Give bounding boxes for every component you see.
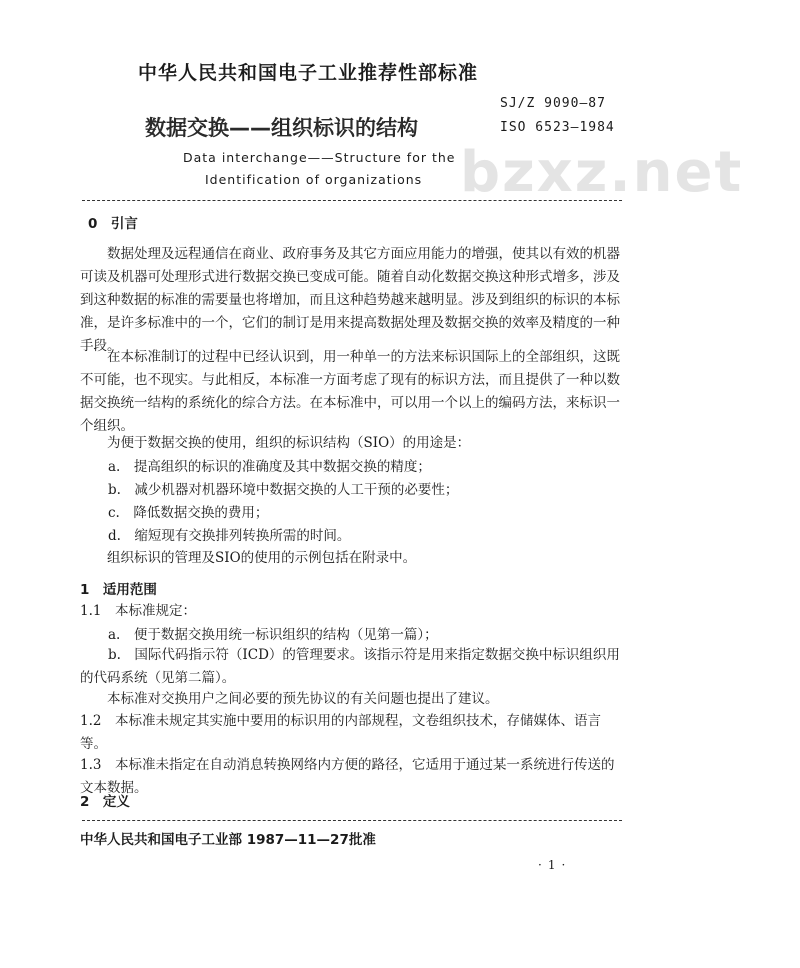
intro-paragraph-2: 在本标准制订的过程中已经认识到，用一种单一的方法来标识国际上的全部组织，这既不可能，也不现实。与此相反，本标准一方面考虑了现有的标识方法，而且提供了一种以数据交换统一结构的系统化的综合方法。在本标准中，可以用一个以上的编码方法，来标识一个组织。 bbox=[80, 349, 620, 434]
page-number: ·1· bbox=[538, 858, 572, 872]
list-item: a. 提高组织的标识的准确度及其中数据交换的精度； bbox=[108, 459, 431, 475]
bottom-divider bbox=[82, 820, 622, 821]
standard-header: 中华人民共和国电子工业推荐性部标准 bbox=[138, 62, 479, 84]
section-0-heading: 0 引言 bbox=[88, 216, 138, 232]
standard-code-sj: SJ/Z 9090—87 bbox=[500, 96, 606, 111]
top-divider bbox=[82, 200, 622, 201]
intro-paragraph-3: 为便于数据交换的使用，组织的标识结构（SIO）的用途是： bbox=[107, 435, 471, 451]
english-title-line1: Data interchange——Structure for the bbox=[183, 150, 456, 165]
english-title-line2: Identification of organizations bbox=[205, 172, 423, 187]
clause-1-1-note: 本标准对交换用户之间必要的预先协议的有关问题也提出了建议。 bbox=[107, 691, 499, 707]
clause-1-1: 1.1 本标准规定： bbox=[80, 603, 196, 619]
watermark: bzxz.net bbox=[460, 140, 744, 205]
clause-1-2: 1.2 本标准未规定其实施中要用的标识用的内部规程，文卷组织技术，存储媒体、语言等。 bbox=[80, 713, 601, 752]
list-item: b. 国际代码指示符（ICD）的管理要求。该指示符是用来指定数据交换中标识组织用的代码系统（见第二篇）。 bbox=[80, 647, 620, 686]
intro-paragraph-4: 组织标识的管理及SIO的使用的示例包括在附录中。 bbox=[107, 550, 417, 566]
standard-code-iso: ISO 6523—1984 bbox=[500, 120, 615, 135]
section-1-heading: 1 适用范围 bbox=[80, 582, 157, 598]
list-item: d. 缩短现有交换排列转换所需的时间。 bbox=[108, 528, 351, 544]
clause-1-3: 1.3 本标准未指定在自动消息转换网络内方便的路径，它适用于通过某一系统进行传送的文本数据。 bbox=[80, 757, 615, 796]
intro-paragraph-1: 数据处理及远程通信在商业、政府事务及其它方面应用能力的增强，使其以有效的机器可读及机器可处理形式进行数据交换已变成可能。随着自动化数据交换这种形式增多，涉及到这种数据的标准的需要量也将增加，而且这种趋势越来越明显。涉及到组织的标识的本标准，是许多标准中的一个，它们的制订是用来提高数据处理及数据交换的效率及精度的一种手段。 bbox=[80, 246, 620, 354]
document-title: 数据交换——组织标识的结构 bbox=[145, 116, 418, 140]
list-item: a. 便于数据交换用统一标识组织的结构（见第一篇）； bbox=[108, 627, 438, 643]
list-item: b. 减少机器对机器环境中数据交换的人工干预的必要性； bbox=[108, 482, 459, 498]
approval-footer: 中华人民共和国电子工业部 1987—11—27批准 bbox=[80, 832, 376, 848]
list-item: c. 降低数据交换的费用； bbox=[108, 505, 269, 521]
section-2-heading: 2 定义 bbox=[80, 794, 130, 810]
